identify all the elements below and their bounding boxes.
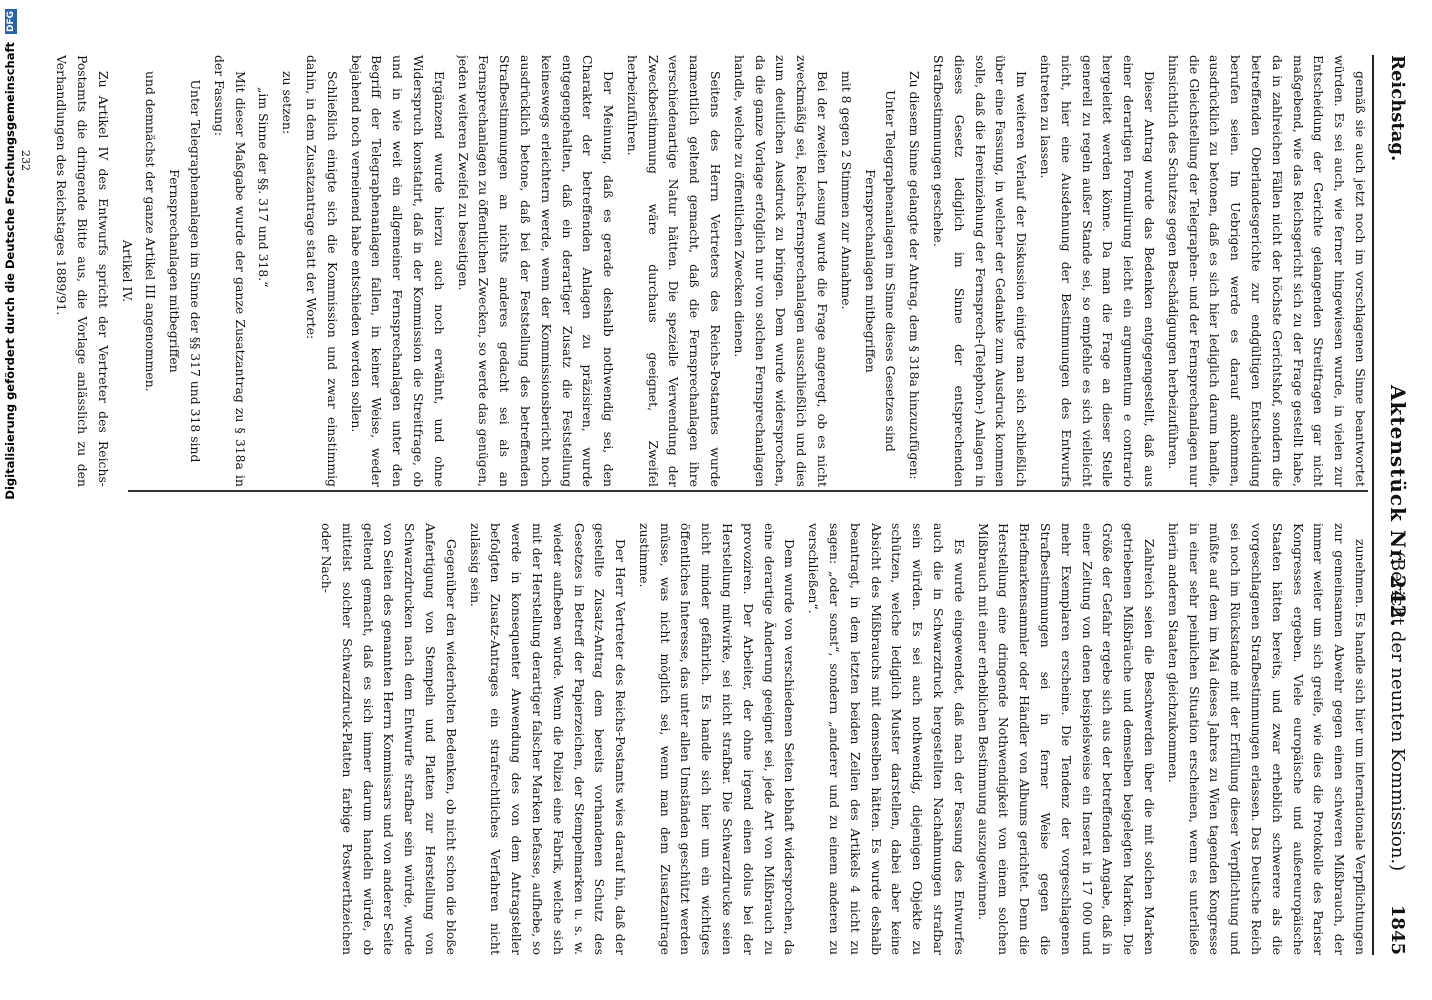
header-right <box>1387 551 1408 955</box>
bottom-page-number: 232 <box>19 150 32 171</box>
header-left: Reichstag. <box>1387 55 1408 162</box>
paragraph: und demnächst der ganze Artikel III angenommen. <box>143 71 159 392</box>
column-separator <box>128 490 1368 492</box>
header-title: Aktenstück Nr. 242. <box>1386 385 1410 628</box>
left-column <box>30 55 1370 487</box>
page-number: 1845 <box>1387 904 1408 955</box>
paragraph: Zahlreich seien die Beschwerden über die mit solchen Marken getriebenen Mißbräuche und demselben beigelegten Marken. Die Größe der Gefahr ergebe sich aus der betreffenden Angabe, daß in einer Zeitung von denen beispielsweise ein Inserat in 17 000 und mehr Exemplaren erscheine. Die Tendenz der vorgeschlagenen Strafbestimmungen sei in ferner Weise gegen die Briefmarkensammler oder Händler von Albums gerichtet. Denn die Herstellung eine dringende Nothwendigkeit von einem solchen Mißbrauch mit einer erheblichen Bestimmung auszugewinnen. <box>975 523 1158 955</box>
paragraph: Gegenüber den wiederholten Bedenken, ob nicht schon die bloße Anfertigung von Stempeln und Platten zur Herstellung von Schwarzdrucken nach dem Entwurfe strafbar sein würde, wurde von Seiten des genannten Herrn Kommissars und von anderer Seite geltend gemacht, daß es sich immer darum handeln würde, ob mittelst solcher Schwarzdruck-Platten farbige Postwerthzeichen oder Nach- <box>318 523 459 955</box>
paragraph: gemäß sie auch jetzt noch im vorschlagenen Sinne beantwortet würden. Es sei auch, wie ferner hingewiesen wurde, in vielen zur Entscheidung der Gerichte gelangenden Streitfragen gar nicht maßgebend, wie das Reichsgericht sich zu der Frage gestellt habe, da in zahlreichen Fällen nicht der höchste Gerichtshof, sondern die betreffenden Oberlandesgerichte zur endgültigen Entscheidung berufen seien. Im Uebrigen werde es darauf ankommen, ausdrücklich zu betonen, daß es sich hier lediglich darum handle, die Gleichstellung der Telegraphen- und der Fernsprechanlagen nur hinsichtlich des Schutzes gegen Beschädigungen herbeizuführen. <box>1165 55 1368 487</box>
paragraph: Seitens des Herrn Vertreters des Reichs-Postamtes wurde namentlich geltend gemacht, daß die Fernsprechanlagen ihre verschiedenartige Natur hätten. Die spezielle Verwendung der Zweckbestimmung wäre durchaus geeignet, Zweifel herbeizuführen. <box>624 55 724 487</box>
paragraph: Schließlich einigte sich die Kommission und zwar einstimmig dahin, in dem Zusatzantrage statt der Worte: <box>303 55 340 487</box>
paragraph: zu setzen: <box>280 71 296 135</box>
header-rule <box>1372 55 1374 955</box>
paragraph: Dem wurde von verschiedenen Seiten lebhaft widersprochen, da eine derartige Änderung geeignet sei, jede Art von Mißbrauch zu provoziren. Der Arbeiter, der ohne irgend einen dolus bei der Herstellung mitwirke, sei nicht strafbar. Die Schwarzdrucke seien nicht minder gefährlich. Es handle sich hier um ein wichtiges öffentliches Interesse, das unter allen Umständen geschützt werden müsse, was nicht möglich sei, wenn man dem Zusatzantrage zustimme. <box>636 523 798 955</box>
paragraph: „im Sinne der §§. 317 und 318.“ <box>256 87 272 288</box>
paragraph: Bei der zweiten Lesung wurde die Frage angeregt, ob es nicht zweckmäßig sei, Reichs-Fernsprechanlagen ausschließlich und dies zum deutlichen Ausdruck zu bringen. Dem wurde widersprochen, da die ganze Vorlage erfolglich nur von solchen Fernsprechanlagen handle, welche zu öffentlichen Zwecken dienen. <box>731 55 831 487</box>
paragraph: Im weiteren Verlauf der Diskussion einigte man sich schließlich über eine Fassung, in welcher der Gedanke zum Ausdruck kommen solle, daß die Hereinziehung der Fernsprech-(Telephon-) Anlagen in dieses Gesetz lediglich im Sinne der entsprechenden Strafbestimmungen geschehe. <box>931 55 1030 487</box>
paragraph: Unter Telegraphenanlagen im Sinne dieses Gesetzes sind Fernsprechanlagen mitbegriffen <box>862 90 899 452</box>
paragraph: zunehmen. Es handle sich hier um internationale Verpflichtungen zur gemeinsamen Abwehr gegen einen schweren Mißbrauch, der immer weiter um sich greife, wie dies die Protokolle des Pariser Kongresses ergeben. Viele europäische und außereuropäische Staaten hätten bereits, und zwar erheblich schwerere als die vorgeschlagenen Strafbestimmungen erlassen. Das Deutsche Reich sei noch im Rückstande mit der Erfüllung dieser Verpflichtung und müßte auf dem im Mai dieses Jahres zu Wien tagenden Kongresse in einer sehr peinlichen Situation erscheinen, wenn es unterließe hierin anderen Staaten gleichzukommen. <box>1165 523 1368 955</box>
paragraph: Der Meinung, daß es gerade deshalb nothwendig sei, den Charakter der betreffenden Anlagen zu präzisiren, wurde entgegengehalten, daß ein derartiger Zusatz die Feststellung keineswegs erleichtern werde, wenn der Kommissionsbericht noch ausdrücklich betone, daß bei der Feststellung des betreffenden Strafbestimmungen an nichts anderes gedacht sei als an Fernsprechanlagen zu öffentlichen Zwecken, so werde das genügen, jeden weiteren Zweifel zu beseitigen. <box>455 55 617 487</box>
paragraph: Dieser Antrag wurde das Bedenken entgegengestellt, daß aus einer derartigen Formulirung leicht ein argumentum e contrario hergeleitet werden könne. Da man die Frage an dieser Stelle generell zu regeln außer Stande sei, so empfehle es sich vielleicht nicht, hier eine Ausdehnung der Bestimmungen des Entwurfs eintreten zu lassen. <box>1038 55 1158 487</box>
paragraph: Artikel IV. <box>119 239 135 303</box>
paragraph: Es wurde eingewendet, daß nach der Fassung des Entwurfes auch die in Schwarzdruck hergestellten Nachahmungen strafbar sein würden. Es sei auch nothwendig, diejenigen Objekte zu schützen, welche lediglich Muster darstellen, dabei aber keine Absicht des Mißbrauchs mit demselben hätten. Es wurde deshalb beantragt, in dem letzten beiden Zeilen des Artikels 4 nicht zu sagen: „oder sonst“, sondern „anderer und zu einem anderen zu verschließen“. <box>806 523 967 955</box>
page-header <box>1372 55 1414 955</box>
paragraph: Ergänzend wurde hierzu auch noch erwähnt, und ohne Widerspruch konstatirt, daß in der Kommission die Streitfrage, ob und in wie weit ein allgemeiner Fernsprechanlagen unter den Begriff der Telegraphenanlagen fallen, in keiner Weise, weder bejahend noch verneinend habe entschieden werden sollen. <box>348 55 447 487</box>
right-column <box>30 523 1370 955</box>
paragraph: Mit dieser Maßgabe wurde der ganze Zusatzantrag zu § 318a in der Fassung: <box>211 55 248 487</box>
paragraph: Zu Artikel IV des Entwurfs spricht der Vertreter des Reichs-Postamts die dringende Bitte aus, die Vorlage anlässlich zu den Verhandlungen des Reichstages 1889/91. <box>54 55 111 487</box>
paragraph: Der Herr Vertreter des Reichs-Postamts wies darauf hin, daß der gestellte Zusatz-Antrag dem bereits vorhandenen Schutz des Gesetzes in Betreff der Papierzeichen, der Stempelmarken u. s. w. wieder aufheben würde. Wenn die Polizei eine Fabrik, welche sich mit der Herstellung derartiger falscher Marken befasse, aufhebe, so werde in konsequenter Anwendung des von dem Antragsteller befolgten Zusatz-Antrages ein strafrechtliches Verfahren nicht zulässig sein. <box>467 523 629 955</box>
paragraph: Zu diesem Sinne gelangte der Antrag, dem § 318a hinzuzufügen: <box>907 71 923 480</box>
digitization-footer <box>0 0 18 1000</box>
dfg-logo: DFG <box>5 11 16 33</box>
paragraph: Unter Telegraphenanlagen im Sinne der §§ 317 und 318 sind Fernsprechanlagen mitbegriffen <box>167 79 203 463</box>
footer-text: Digitalisierung gefördert durch die Deutsche Forschungsgemeinschaft <box>3 42 17 500</box>
header-subtitle: (Bericht der neunten Kommission.) <box>1387 551 1408 872</box>
paragraph: mit 8 gegen 2 Stimmen zur Annahme. <box>838 71 854 310</box>
